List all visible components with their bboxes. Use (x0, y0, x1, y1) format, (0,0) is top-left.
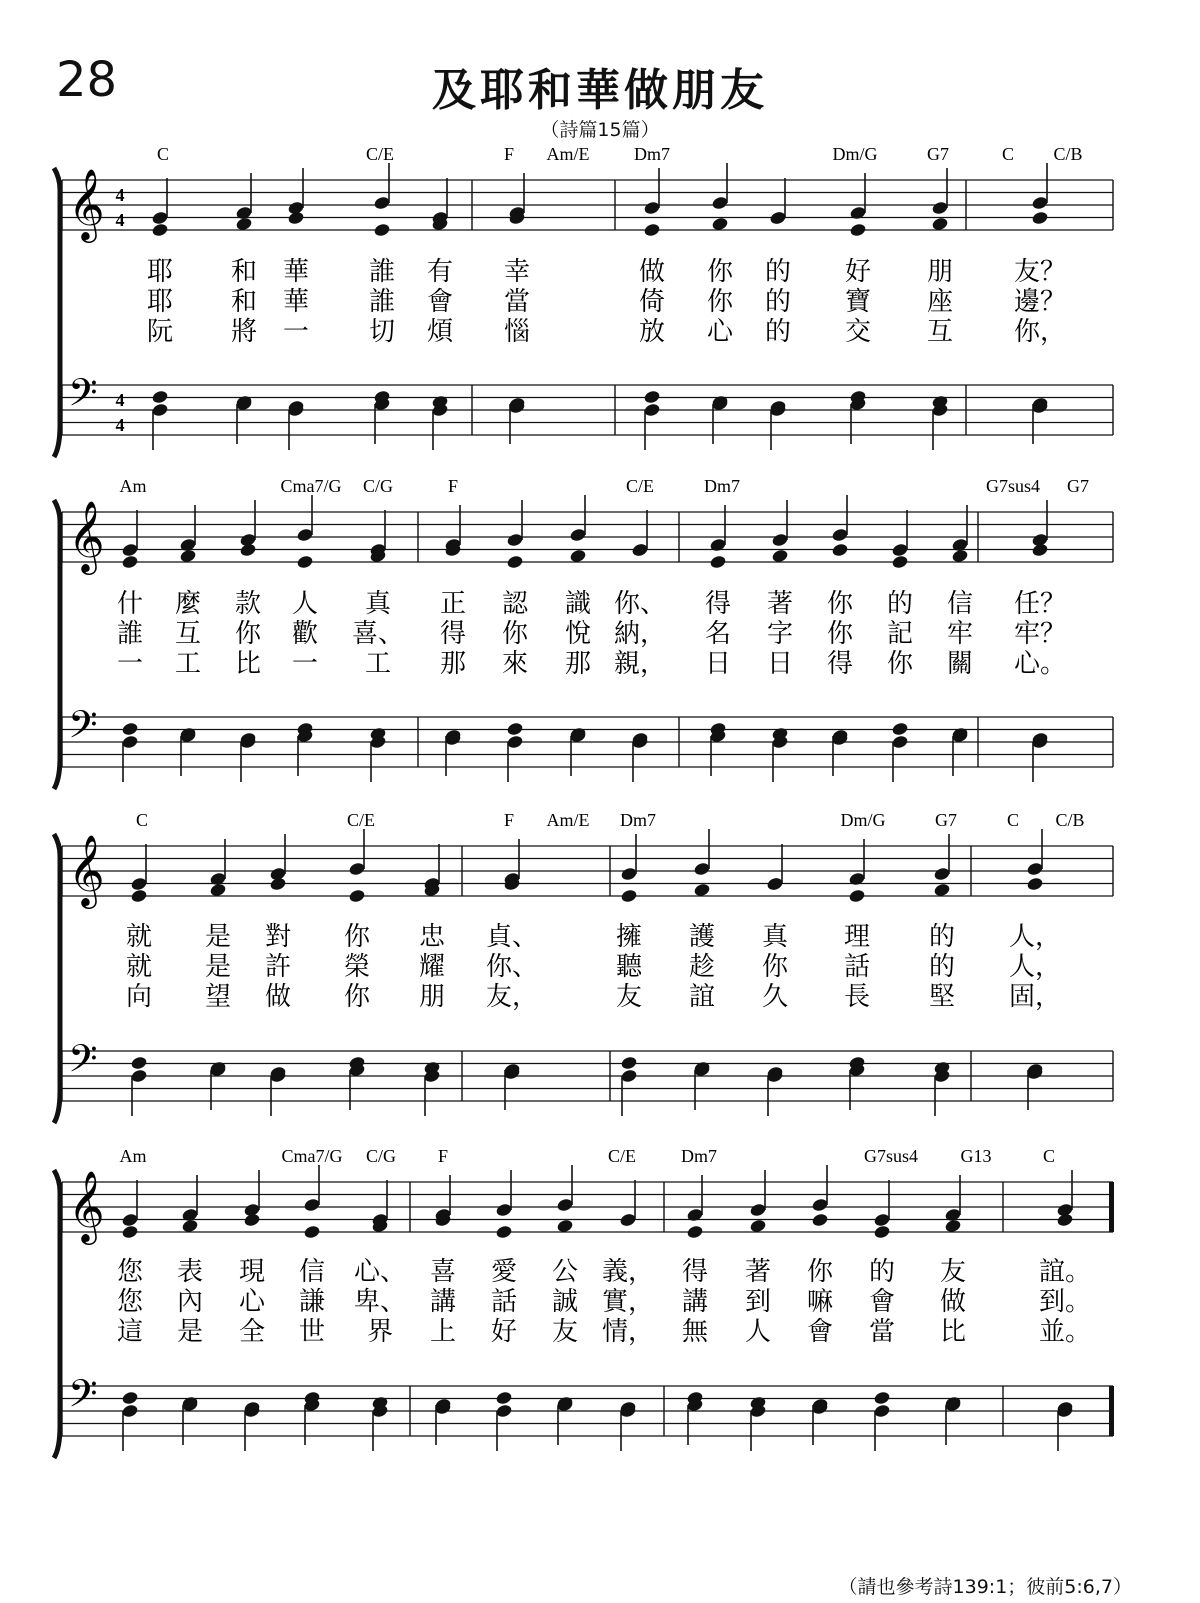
note-head (931, 216, 949, 231)
bass-clef: 𝄢 (68, 370, 98, 424)
lyric-syllable: 義， (601, 1257, 655, 1287)
lyric-syllable: 聽 (615, 952, 643, 982)
note-head (209, 882, 227, 897)
lyric-syllable: 的 (886, 589, 914, 619)
lyric-syllable: 來 (501, 649, 529, 679)
lyric-syllable: 久 (761, 982, 789, 1012)
note-head (235, 216, 253, 231)
note-head (179, 548, 197, 563)
chord-symbol: C (1042, 1146, 1056, 1166)
lyric-syllable: 字 (766, 619, 794, 649)
lyric-syllable: 做 (939, 1287, 967, 1317)
lyric-syllable: 互 (174, 619, 202, 649)
lyric-syllable: 的 (928, 922, 956, 952)
chord-symbol: Dm7 (634, 144, 670, 164)
lyric-syllable: 情， (601, 1317, 655, 1347)
lyric-syllable: 你 (761, 952, 789, 982)
note-head (495, 1390, 513, 1405)
music-system-4 (54, 1146, 1114, 1458)
lyric-syllable: 許 (264, 952, 292, 982)
lyric-syllable: 到 (744, 1287, 772, 1317)
note-head (495, 1224, 513, 1239)
lyric-syllable: 世 (298, 1317, 326, 1347)
lyric-syllable: 識 (564, 589, 592, 619)
music-system-1 (54, 144, 1113, 457)
lyric-syllable: 你 (706, 257, 734, 287)
lyric-syllable: 做 (638, 257, 666, 287)
note-head (693, 882, 711, 897)
lyric-syllable: 會 (426, 287, 454, 317)
lyric-syllable: 心。 (1013, 649, 1067, 679)
lyric-syllable: 話 (843, 952, 871, 982)
lyric-syllable: 將 (230, 317, 258, 347)
note-head (711, 216, 729, 231)
lyric-syllable: 那 (564, 649, 592, 679)
chord-symbol: Cma7/G (281, 1146, 343, 1166)
chord-symbol: C/E (346, 810, 376, 830)
lyric-syllable: 誰 (368, 287, 396, 317)
lyric-syllable: 是 (204, 952, 232, 982)
lyric-syllable: 友 (939, 1257, 967, 1287)
note-head (181, 1218, 199, 1233)
lyric-syllable: 就 (125, 952, 153, 982)
note-head (771, 548, 789, 563)
lyric-syllable: 好 (844, 257, 872, 287)
lyric-syllable: 你 (234, 619, 262, 649)
lyric-syllable: 切 (368, 317, 396, 347)
treble-clef: 𝄞 (68, 499, 105, 572)
lyric-syllable: 是 (204, 922, 232, 952)
chord-symbol: C/E (625, 476, 655, 496)
note-head (686, 1224, 704, 1239)
lyric-syllable: 人 (291, 589, 319, 619)
chord-symbol: G7 (935, 810, 957, 830)
chord-symbol: Dm/G (832, 144, 878, 164)
treble-clef: 𝄞 (68, 833, 105, 906)
lyric-syllable: 認 (501, 589, 529, 619)
lyric-syllable: 謙 (298, 1287, 326, 1317)
lyric-syllable: 耶 (146, 287, 174, 317)
final-bar-line (1109, 1182, 1114, 1232)
time-signature-bottom: 4 (115, 210, 125, 230)
lyric-syllable: 幸 (503, 257, 531, 287)
lyric-syllable: 好 (490, 1317, 518, 1347)
lyric-syllable: 煩 (426, 317, 454, 347)
chord-symbol: G7sus4 (985, 476, 1041, 496)
note-head (1026, 876, 1044, 891)
final-bar-line (1109, 1386, 1114, 1436)
note-head (556, 1218, 574, 1233)
note-head (121, 1224, 139, 1239)
lyric-syllable: 關 (946, 649, 974, 679)
lyric-syllable: 你， (1013, 317, 1067, 347)
system-bracket (54, 1170, 60, 1458)
lyric-syllable: 忠 (418, 922, 446, 952)
chord-symbol: Am/E (546, 810, 590, 830)
lyric-syllable: 著 (766, 589, 794, 619)
lyric-syllable: 就 (125, 922, 153, 952)
lyric-syllable: 誼 (688, 982, 716, 1012)
lyric-syllable: 你、 (485, 952, 539, 982)
lyric-syllable: 信 (946, 589, 974, 619)
note-head (1031, 210, 1049, 225)
time-signature-top: 4 (115, 185, 125, 205)
lyric-syllable: 理 (843, 922, 871, 952)
note-head (831, 542, 849, 557)
lyric-syllable: 牢 (946, 619, 974, 649)
chord-symbol: Dm7 (704, 476, 740, 496)
note-head (569, 548, 587, 563)
lyric-syllable: 這 (116, 1317, 144, 1347)
lyric-syllable: 什 (116, 589, 144, 619)
lyric-syllable: 著 (744, 1257, 772, 1287)
lyric-syllable: 界 (366, 1317, 394, 1347)
treble-clef: 𝄞 (68, 167, 105, 240)
chord-symbol: Cma7/G (280, 476, 342, 496)
note-head (944, 1218, 962, 1233)
lyric-syllable: 和 (230, 287, 258, 317)
note-head (891, 554, 909, 569)
lyric-syllable: 一 (116, 649, 144, 679)
lyric-syllable: 一 (291, 649, 319, 679)
chord-symbol: C (156, 144, 170, 164)
chord-symbol: C/B (1053, 144, 1083, 164)
lyric-syllable: 擁 (615, 922, 643, 952)
lyric-syllable: 愛 (490, 1257, 518, 1287)
lyric-syllable: 得 (681, 1257, 709, 1287)
lyric-syllable: 你 (826, 619, 854, 649)
lyric-syllable: 並。 (1038, 1317, 1092, 1347)
lyric-syllable: 有 (426, 257, 454, 287)
lyric-syllable: 喜、 (351, 619, 405, 649)
note-head (296, 554, 314, 569)
lyric-syllable: 得 (439, 619, 467, 649)
lyric-syllable: 會 (806, 1317, 834, 1347)
lyric-syllable: 友？ (1013, 257, 1067, 287)
lyric-syllable: 心、 (353, 1257, 407, 1287)
lyric-syllable: 心 (238, 1287, 266, 1317)
chord-symbol: Am (119, 1146, 147, 1166)
music-system-3 (54, 810, 1113, 1123)
chord-symbol: F (447, 476, 459, 496)
lyric-syllable: 誠 (551, 1287, 579, 1317)
note-head (848, 888, 866, 903)
note-head (151, 389, 169, 404)
lyric-syllable: 話 (490, 1287, 518, 1317)
hymn-title: 及耶和華做朋友 (432, 65, 768, 116)
lyric-syllable: 邊？ (1013, 287, 1067, 317)
note-head (130, 1055, 148, 1070)
chord-symbol: F (503, 810, 515, 830)
chord-symbol: F (503, 144, 515, 164)
note-head (121, 721, 139, 736)
lyric-syllable: 得 (704, 589, 732, 619)
chord-symbol: C (1006, 810, 1020, 830)
lyric-syllable: 護 (688, 922, 716, 952)
lyric-syllable: 任？ (1013, 589, 1067, 619)
bass-clef: 𝄢 (68, 1371, 98, 1425)
lyric-syllable: 喜 (429, 1257, 457, 1287)
lyric-syllable: 名 (704, 619, 732, 649)
lyric-syllable: 你 (826, 589, 854, 619)
lyric-syllable: 趁 (688, 952, 716, 982)
system-bracket (54, 500, 60, 789)
lyric-syllable: 現 (238, 1257, 266, 1287)
lyric-syllable: 人， (1008, 952, 1062, 982)
system-bracket (54, 834, 60, 1123)
lyric-syllable: 納， (613, 619, 667, 649)
chord-symbol: C/B (1055, 810, 1085, 830)
system-bracket (54, 168, 60, 457)
lyric-syllable: 工 (174, 649, 202, 679)
lyric-syllable: 榮 (343, 952, 371, 982)
lyric-syllable: 座 (926, 287, 954, 317)
lyric-syllable: 心 (706, 317, 734, 347)
chord-symbol: Am (119, 476, 147, 496)
chord-symbol: C/E (365, 144, 395, 164)
lyric-syllable: 惱 (503, 317, 531, 347)
note-head (933, 882, 951, 897)
lyric-syllable: 全 (238, 1317, 266, 1347)
lyric-syllable: 上 (429, 1317, 457, 1347)
note-head (151, 222, 169, 237)
lyric-syllable: 得 (826, 649, 854, 679)
lyric-syllable: 朋 (418, 982, 446, 1012)
lyric-syllable: 歡 (291, 619, 319, 649)
note-head (849, 222, 867, 237)
lyric-syllable: 無 (681, 1317, 709, 1347)
lyric-syllable: 的 (764, 257, 792, 287)
lyric-syllable: 華 (282, 287, 310, 317)
lyric-syllable: 您 (116, 1257, 144, 1287)
time-signature-top: 4 (115, 390, 125, 410)
scripture-reference: （詩篇15篇） (540, 119, 660, 141)
lyric-syllable: 你 (343, 982, 371, 1012)
note-head (373, 222, 391, 237)
lyric-syllable: 親， (613, 649, 667, 679)
lyric-syllable: 誰 (116, 619, 144, 649)
lyric-syllable: 友 (615, 982, 643, 1012)
note-head (506, 721, 524, 736)
chord-symbol: C/G (365, 1146, 397, 1166)
lyric-syllable: 向 (125, 982, 153, 1012)
lyric-syllable: 牢？ (1013, 619, 1067, 649)
lyric-syllable: 公 (551, 1257, 579, 1287)
lyric-syllable: 放 (638, 317, 666, 347)
lyric-syllable: 比 (234, 649, 262, 679)
lyric-syllable: 你、 (613, 589, 667, 619)
bass-clef: 𝄢 (68, 1036, 98, 1090)
lyric-syllable: 您 (116, 1287, 144, 1317)
lyric-syllable: 卑、 (353, 1287, 407, 1317)
lyric-syllable: 互 (926, 317, 954, 347)
chord-symbol: F (437, 1146, 449, 1166)
lyric-syllable: 一 (282, 317, 310, 347)
note-head (506, 554, 524, 569)
lyric-syllable: 華 (282, 257, 310, 287)
lyric-syllable: 比 (939, 1317, 967, 1347)
lyric-syllable: 的 (928, 952, 956, 982)
lyric-syllable: 款 (234, 589, 262, 619)
lyric-syllable: 你 (501, 619, 529, 649)
lyric-syllable: 朋 (926, 257, 954, 287)
lyric-syllable: 講 (429, 1287, 457, 1317)
lyric-syllable: 你 (343, 922, 371, 952)
chord-symbol: G7 (1067, 476, 1089, 496)
lyric-syllable: 內 (176, 1287, 204, 1317)
lyric-syllable: 你 (706, 287, 734, 317)
lyric-syllable: 的 (868, 1257, 896, 1287)
lyric-syllable: 堅 (928, 982, 956, 1012)
lyric-syllable: 人 (744, 1317, 772, 1347)
lyric-syllable: 記 (886, 619, 914, 649)
lyric-syllable: 長 (843, 982, 871, 1012)
lyric-syllable: 你 (806, 1257, 834, 1287)
treble-clef: 𝄞 (68, 1169, 105, 1242)
chord-symbol: Dm/G (840, 810, 886, 830)
lyric-syllable: 真 (364, 589, 392, 619)
lyric-syllable: 誼。 (1038, 1257, 1092, 1287)
lyric-syllable: 正 (439, 589, 467, 619)
cross-reference-footnote: （請也參考詩139:1；彼前5:6,7） (838, 1576, 1132, 1598)
lyric-syllable: 那 (439, 649, 467, 679)
time-signature-bottom: 4 (115, 415, 125, 435)
note-head (873, 1390, 891, 1405)
lyric-syllable: 人， (1008, 922, 1062, 952)
lyric-syllable: 當 (868, 1317, 896, 1347)
lyric-syllable: 做 (264, 982, 292, 1012)
note-head (620, 1055, 638, 1070)
lyric-syllable: 會 (868, 1287, 896, 1317)
note-head (620, 888, 638, 903)
lyric-syllable: 麼 (174, 589, 202, 619)
lyric-syllable: 到。 (1038, 1287, 1092, 1317)
lyric-syllable: 的 (764, 317, 792, 347)
lyric-syllable: 講 (681, 1287, 709, 1317)
lyric-syllable: 悅 (564, 619, 592, 649)
lyric-syllable: 當 (503, 287, 531, 317)
note-head (811, 1212, 829, 1227)
lyric-syllable: 工 (364, 649, 392, 679)
chord-symbol: C (135, 810, 149, 830)
chord-symbol: C/G (362, 476, 394, 496)
lyric-syllable: 交 (844, 317, 872, 347)
chord-symbol: G7 (927, 144, 949, 164)
note-head (121, 554, 139, 569)
note-head (303, 1224, 321, 1239)
lyric-syllable: 信 (298, 1257, 326, 1287)
lyric-syllable: 實， (601, 1287, 655, 1317)
note-head (709, 554, 727, 569)
lyric-syllable: 誰 (368, 257, 396, 287)
lyric-syllable: 耶 (146, 257, 174, 287)
note-head (951, 548, 969, 563)
lyric-syllable: 和 (230, 257, 258, 287)
chord-symbol: G13 (960, 1146, 992, 1166)
music-system-2 (54, 476, 1113, 789)
lyric-syllable: 日 (766, 649, 794, 679)
lyric-syllable: 你 (886, 649, 914, 679)
lyric-syllable: 嘛 (806, 1287, 834, 1317)
chord-symbol: C (1001, 144, 1015, 164)
note-head (348, 888, 366, 903)
lyric-syllable: 真 (761, 922, 789, 952)
note-head (643, 222, 661, 237)
chord-symbol: Dm7 (620, 810, 656, 830)
lyric-syllable: 望 (204, 982, 232, 1012)
note-head (749, 1218, 767, 1233)
note-head (130, 888, 148, 903)
chord-symbol: Dm7 (681, 1146, 717, 1166)
lyric-syllable: 友， (485, 982, 539, 1012)
note-head (121, 1390, 139, 1405)
note-head (643, 389, 661, 404)
lyric-syllable: 是 (176, 1317, 204, 1347)
lyric-syllable: 寶 (844, 287, 872, 317)
lyric-syllable: 日 (704, 649, 732, 679)
note-head (891, 721, 909, 736)
lyric-syllable: 對 (264, 922, 292, 952)
note-head (873, 1224, 891, 1239)
lyric-syllable: 貞、 (485, 922, 539, 952)
chord-symbol: G7sus4 (863, 1146, 919, 1166)
lyric-syllable: 耀 (418, 952, 446, 982)
lyric-syllable: 倚 (638, 287, 666, 317)
hymn-number: 28 (56, 52, 118, 108)
lyric-syllable: 固， (1008, 982, 1062, 1012)
lyric-syllable: 阮 (146, 317, 174, 347)
chord-symbol: C/E (607, 1146, 637, 1166)
bass-clef: 𝄢 (68, 702, 98, 756)
lyric-syllable: 的 (764, 287, 792, 317)
lyric-syllable: 友 (551, 1317, 579, 1347)
chord-symbol: Am/E (546, 144, 590, 164)
lyric-syllable: 表 (176, 1257, 204, 1287)
